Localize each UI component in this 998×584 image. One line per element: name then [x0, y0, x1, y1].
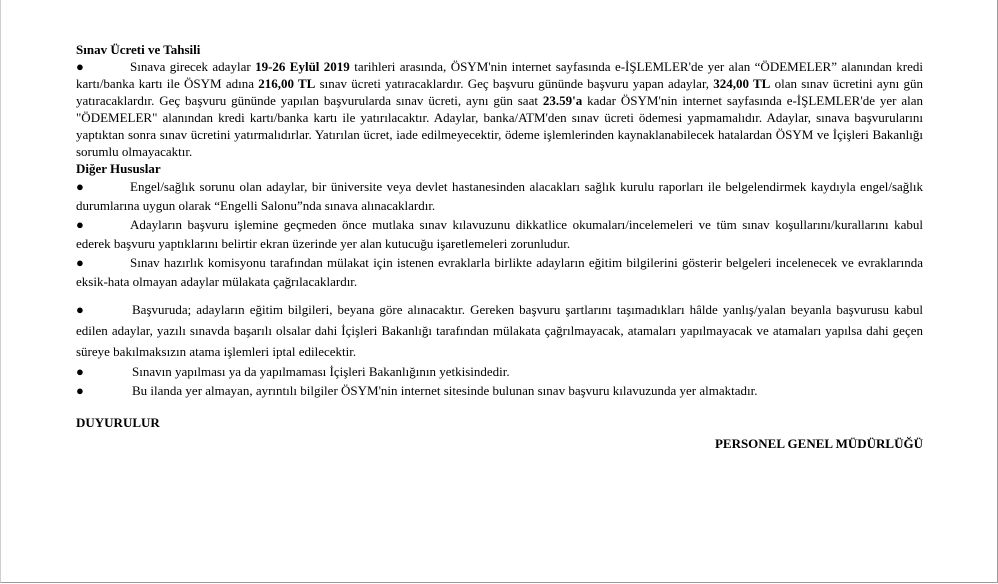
disability-text-1: Engel/sağlık sorunu olan adaylar, bir üniversite veya devlet hastanesinden alacakları sağlık kurulu raporları ile belgelendirmek	[130, 179, 807, 194]
announcement-label: DUYURULUR	[76, 415, 160, 430]
signature: PERSONEL GENEL MÜDÜRLÜĞÜ	[714, 436, 923, 451]
fee-text-1b: tarihleri arasında, ÖSYM'nin internet sayfasında e-İŞLEMLER'de yer alan	[354, 59, 751, 74]
bullet-icon: ●	[76, 217, 84, 232]
document-body	[76, 41, 923, 452]
bullet-icon: ●	[76, 302, 84, 317]
education-text-1: Başvuruda; adayların eğitim bilgileri, beyana göre alınacaktır. Gereken başvuru şartlarını taşımadıkları hâlde yanlış/yalan beyanla	[132, 302, 832, 317]
bullet-disability	[76, 177, 923, 215]
disability-text-2: kaydıyla engel/sağlık durumlarına uygun olarak “Engelli Salonu”nda sınava alınacaklardır.	[76, 179, 923, 213]
deadline-time: 23.59'a	[542, 93, 583, 108]
education-text-2: başvurusu kabul edilen adaylar, yazılı sınavda başarılı olsalar dahi İçişleri Bakanlığı tarafından mülakata çağrılmayacak, atamaları yapılmayacak	[76, 302, 923, 338]
fee-text-3a: adaylar,	[668, 76, 709, 91]
bullet-icon: ●	[76, 383, 84, 398]
bullet-education	[76, 299, 923, 362]
guide-text-2: koşullarını/kurallarını kabul ederek başvuru yaptıklarını belirtir ekran üzerinde yer alan kutucuğu işaretlemeleri zorunludur.	[76, 217, 924, 251]
bullet-icon: ●	[76, 179, 84, 194]
interview-text-2: ve evraklarında eksik-hata olmayan adaylar mülakata çağrılacaklardır.	[76, 255, 924, 289]
bullet-icon: ●	[76, 255, 84, 270]
bullet-guide	[76, 215, 923, 253]
fee-text-2b: sınav ücreti yatıracaklardır. Geç başvuru gününde başvuru yapan	[319, 76, 664, 91]
section-title-other: Diğer Hususlar	[76, 161, 161, 176]
bullet-authority	[76, 362, 923, 381]
interview-text-1: Sınav hazırlık komisyonu tarafından mülakat için istenen evraklarla birlikte adayların eğitim bilgilerini gösterir belgeleri incelenecek	[130, 255, 838, 270]
bullet-details	[76, 381, 923, 400]
guide-text-1: Adayların başvuru işlemine geçmeden önce mutlaka sınav kılavuzunu dikkatlice okumaları/incelemeleri ve tüm sınav	[130, 217, 770, 232]
fee-text-5: banka/ATM'den sınav ücreti ödemesi yapmamalıdır. Adaylar, sınava başvurularını yaptıktan sonra sınav ücretini yatırmalıdırlar. Yatırılan ücret,	[76, 110, 924, 142]
fee-text-4: kadar ÖSYM'nin internet sayfasında e-İŞLEMLER'de yer alan "ÖDEMELER" alanından kredi kartı/banka kartı ile yatırılacaktır. Adaylar,	[76, 93, 924, 125]
fee-text-2a: “ÖDEMELER” alanından kredi kartı/banka kartı ile ÖSYM adına	[76, 59, 923, 91]
bullet-icon: ●	[76, 59, 84, 74]
section-title-fee: Sınav Ücreti ve Tahsili	[76, 42, 201, 57]
fee-paragraph	[76, 58, 923, 160]
fee-text-1: Sınava girecek adaylar	[130, 59, 251, 74]
fee-text-3b: olan sınav ücretini aynı gün yatıracaklardır. Geç başvuru gününde yapılan başvurularda sınav ücreti, aynı gün saat	[76, 76, 924, 108]
details-text: Bu ilanda yer almayan, ayrıntılı bilgiler ÖSYM'nin internet sitesinde bulunan sınav başvuru kılavuzunda yer almaktadır.	[132, 383, 758, 398]
bullet-icon: ●	[76, 364, 84, 379]
fee-amount-late: 324,00 TL	[713, 76, 771, 91]
authority-text: Sınavın yapılması ya da yapılmaması İçişleri Bakanlığının yetkisindedir.	[132, 364, 510, 379]
fee-text-6: iade edilmeyecektir, ödeme işlemlerinden kaynaklanabilecek hatalardan ÖSYM ve İçişleri Bakanlığı sorumlu olmayacaktır.	[76, 127, 923, 159]
application-dates: 19-26 Eylül 2019	[255, 59, 350, 74]
education-text-3: ve atamaları yapılsa dahi geçen süreye bakılmaksızın atama işlemleri iptal edilecektir.	[76, 323, 923, 359]
fee-amount-regular: 216,00 TL	[258, 76, 316, 91]
bullet-interview	[76, 253, 923, 291]
